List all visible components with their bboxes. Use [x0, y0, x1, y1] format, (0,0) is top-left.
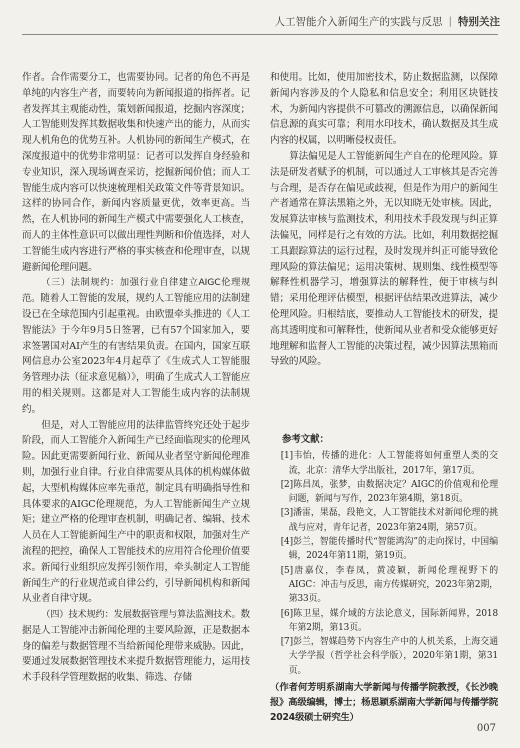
- subsection-heading: （三）法制规约：加强行业自律建立AIGC伦理规范。: [22, 277, 250, 305]
- paragraph-text: 数据是人工智能冲击新闻伦理的主要风险源，正是数据本身的偏差与数据管理不当给新闻伦理带来威胁。因此，要通过发展数据管理技术来提升数据管理能力，运用技术手段科学管理数据的收集、筛选、存储: [22, 609, 250, 684]
- paragraph: 和使用。比如，使用加密技术，防止数据监测，以保障新闻内容涉及的个人隐私和信息安全；利用区块链技术，为新闻内容提供不可篡改的溯源信息，以确保新闻信息源的真实可靠；利用水印技术，确认数据及其生成内容的权属，以明晰侵权责任。: [270, 72, 498, 147]
- subsection-paragraph: [22, 607, 250, 686]
- references-block: [270, 433, 498, 725]
- paragraph: 作者。合作需要分工，也需要协同。记者的角色不再是单纯的内容生产者，而要转向为新闻报道的指挥者。记者发挥其主观能动性，策划新闻报道，挖掘内容深度；人工智能则发挥其数据收集和快速产出的能力，从而实现人机角色的优势互补。人机协同的新闻生产模式，在深度报道中的优势非常明显：记者可以发挥自身经验和专业知识，深入现场调查采访，挖掘新闻价值；而人工智能生成内容可以快速梳理相关政策文件等背景知识。这样的协同合作，新闻内容质量更优，效率更高。当然，在人机协同的新闻生产模式中需要强化人工核查，而人的主体性意识可以做出理性判断和价值选择，对人工智能生成内容进行严格的事实核查和伦理审查，以规避新闻伦理问题。: [22, 72, 250, 273]
- reference-item: [5]唐嘉仪，李春凤，黄凌颖，新闻伦理视野下的AIGC：冲击与反思，南方传媒研究，2023年第2期，第33页。: [280, 565, 498, 605]
- reference-item: [7]彭兰，智媒趋势下内容生产中的人机关系，上海交通大学学报（哲学社会科学版），2020年第1期，第31页。: [280, 637, 498, 676]
- page-number: 007: [476, 723, 496, 734]
- reference-item: [6]陈卫星，媒介域的方法论意义，国际新闻界，2018年第2期，第13页。: [280, 608, 498, 633]
- reference-item: [1]韦怡，传播的进化：人工智能将如何重塑人类的交流，北京：清华大学出版社，2017年，第17页。: [280, 451, 498, 476]
- header-separator: |: [448, 15, 452, 27]
- author-note: （作者何芳明系湖南大学新闻与传播学院教授，《长沙晚报》高级编辑，博士；杨思颖系湖南大学新闻与传播学院2024级硕士研究生）: [270, 682, 498, 724]
- right-column: [270, 70, 498, 370]
- left-column: [22, 70, 250, 686]
- paragraph-text: 随着人工智能的发展，规约人工智能应用的法制建设已在全球范围内引起重视。由欧盟牵头推进的《人工智能法》于今年9月5日签署，已有57个国家加入，要求签署国对AI产生的有害结果负责。在国内，国家互联网信息办公室2023年4月起草了《生成式人工智能服务管理办法（征求意见稿）》，明确了生成式人工智能应用的相关规则。这都是对人工智能生成内容的法制规约。: [22, 293, 250, 415]
- header-rule: [22, 34, 498, 35]
- references-title: 参考文献：: [282, 434, 329, 445]
- reference-item: [4]彭兰，智能传播时代“智能鸿沟”的走向探讨，中国编辑，2024年第11期，第19页。: [280, 537, 498, 562]
- running-header: [20, 10, 500, 32]
- reference-item: [2]陈昌凤，张梦，由数据决定？AIGC的价值观和伦理问题，新闻与写作，2023年第4期，第18页。: [280, 479, 498, 505]
- subsection-heading: （四）技术规约：发展数据管理与算法监测技术。: [41, 609, 241, 621]
- paragraph: 算法偏见是人工智能新闻生产自在的伦理风险。算法是研发者赋予的机制，可以通过人工审核其是否完善与合理，是否存在偏见或歧视，但是作为用户的新闻生产者通常在算法黑箱之外，无以知晓无处审核。因此，发展算法审核与监测技术，利用技术手段发现与纠正算法偏见，同样是行之有效的方法。比如，利用数据挖掘工具跟踪算法的运行过程，及时发现并纠正可能导致伦理风险的算法偏见；运用决策树、规则集、线性模型等解释性机器学习，增强算法的解释性，便于审核与纠错；采用伦理评估模型，根据评估结果改进算法，减少伦理风险。归根结底，要推动人工智能技术的研发，提高其透明度和可解释性，使新闻从业者和受众能够更好地理解和监督人工智能的决策过程，减少因算法黑箱而导致的风险。: [270, 150, 498, 368]
- running-title: 人工智能介入新闻生产的实践与反思: [274, 15, 443, 28]
- subsection-paragraph: [22, 275, 250, 417]
- section-label: 特别关注: [458, 15, 500, 28]
- reference-item: [3]潘雷，果磊，段艳文，人工智能技术对新闻伦理的挑战与应对，青年记者，2023年第24期，第57页。: [280, 508, 498, 533]
- paragraph: 但是，对人工智能应用的法律监管终究还处于起步阶段，而人工智能介入新闻生产已经面临现实的伦理风险。因此更需要新闻行业、新闻从业者坚守新闻伦理准则，加强行业自律。行业自律需要从具体的机构媒体做起，大型机构媒体应率先垂范，制定具有明确指导性和具体要求的AIGC伦理规范，为人工智能新闻生产立规矩；建立严格的伦理审查机制，明确记者、编辑、技术人员在人工智能新闻生产中的职责和权限，加强对生产流程的把控，确保人工智能技术的应用符合伦理价值要求。新闻行业组织应发挥引领作用，牵头制定人工智能新闻生产的行业规范或自律公约，引导新闻机构和新闻从业者自律守规。: [22, 419, 250, 605]
